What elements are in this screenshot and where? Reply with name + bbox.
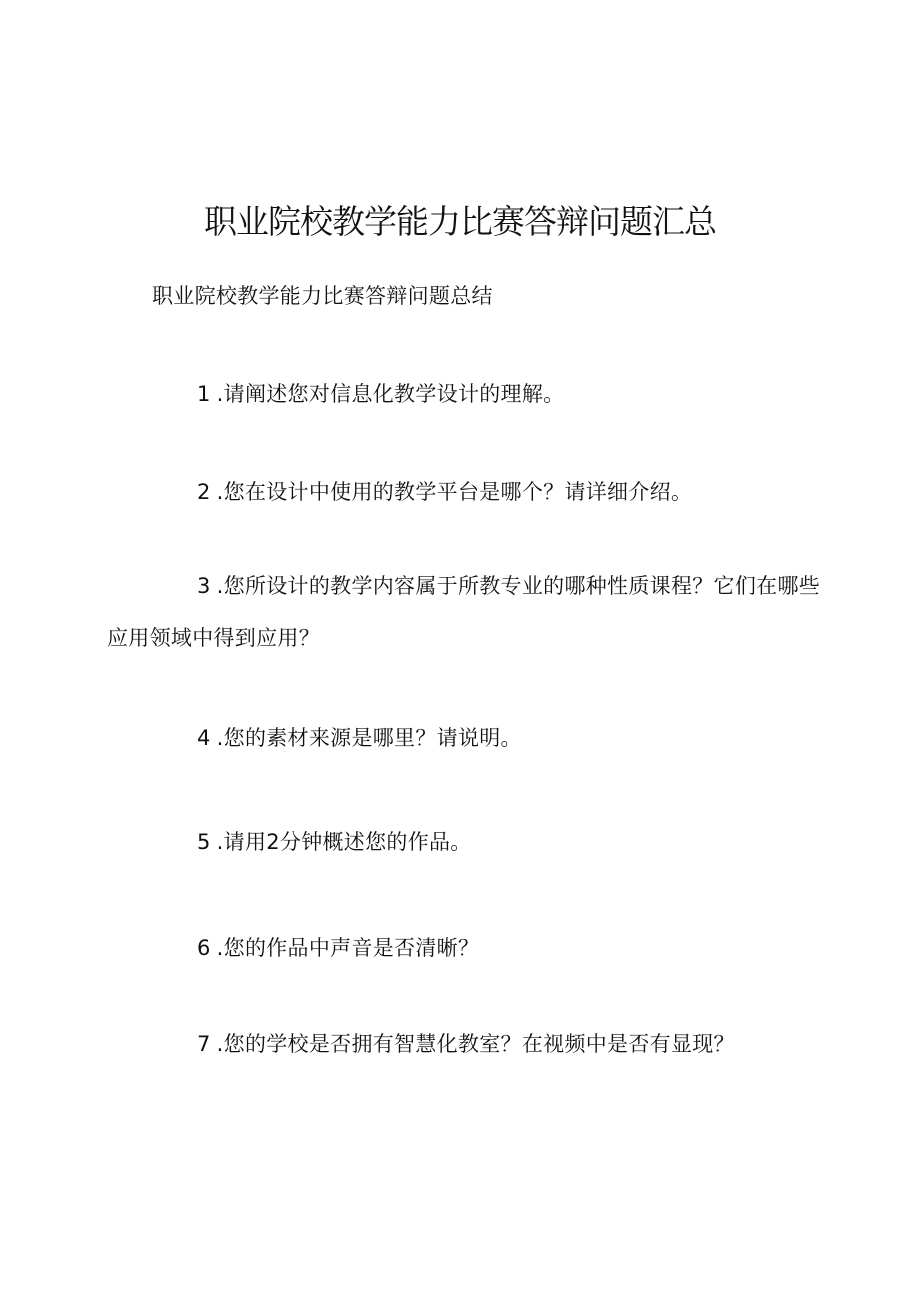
question-number: 2 [197,480,211,504]
question-text: .请用2分钟概述您的作品。 [216,830,472,854]
question-text: .您所设计的教学内容属于所教专业的哪种性质课程？它们在哪些应用领域中得到应用？ [107,574,821,650]
question-number: 1 [197,382,211,406]
question-number: 4 [197,726,211,750]
question-text: .您的素材来源是哪里？请说明。 [216,726,522,750]
question-1 [107,368,822,420]
question-number: 5 [197,830,211,854]
question-text: .您的学校是否拥有智慧化教室？在视频中是否有显现？ [216,1032,735,1056]
page-title: 职业院校教学能力比赛答辩问题汇总 [204,202,716,242]
question-2 [107,466,822,518]
question-5 [107,816,822,868]
question-number: 3 [197,574,211,598]
intro-paragraph: 职业院校教学能力比赛答辩问题总结 [152,284,493,308]
question-4 [107,712,822,764]
question-number: 6 [197,936,211,960]
question-6 [107,922,822,974]
question-number: 7 [197,1032,211,1056]
question-7 [107,1018,822,1070]
question-text: .您在设计中使用的教学平台是哪个？请详细介绍。 [216,480,693,504]
question-text: .请阐述您对信息化教学设计的理解。 [216,382,565,406]
question-text: .您的作品中声音是否清晰？ [216,936,480,960]
question-3 [107,560,822,664]
